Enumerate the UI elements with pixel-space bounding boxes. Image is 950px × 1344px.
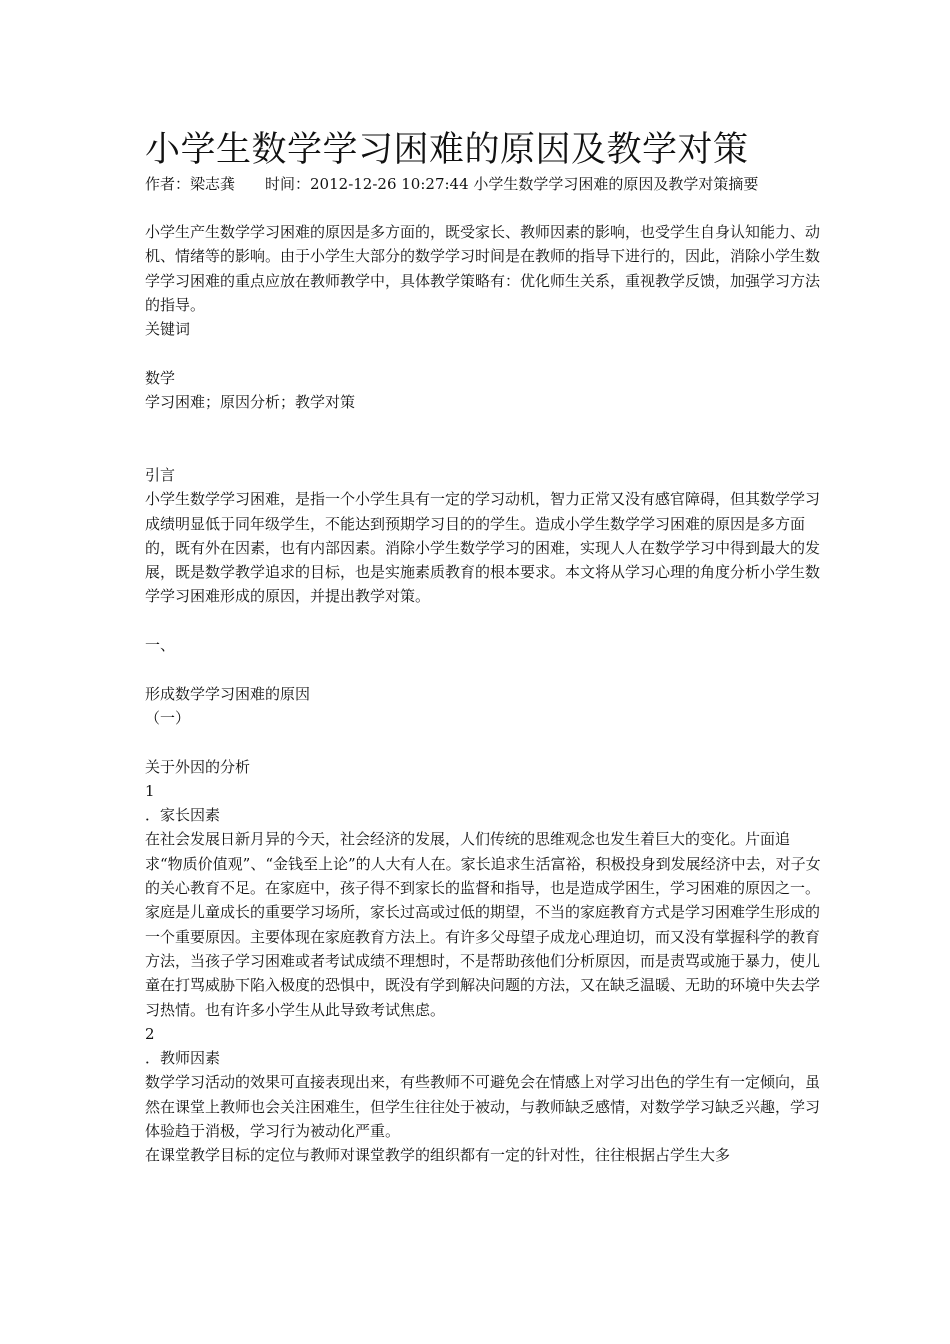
item-1-paragraph-1: 在社会发展日新月异的今天，社会经济的发展，人们传统的思维观念也发生着巨大的变化。片面追求“物质价值观”、“金钱至上论”的人大有人在。家长追求生活富裕，积极投身到发展经济中去，对子女的关心教育不足。在家庭中，孩子得不到家长的监督和指导，也是造成学困生，学习困难的原因之一。 [145, 830, 821, 898]
subsection-1-number: （一） [145, 708, 191, 727]
document-title: 小学生数学学习困难的原因及教学对策 [145, 130, 749, 170]
intro-label: 引言 [145, 465, 176, 484]
section-1-number: 一、 [145, 636, 176, 655]
keyword-2: 学习困难；原因分析；教学对策 [145, 393, 356, 412]
item-1-paragraph-2: 家庭是儿童成长的重要学习场所，家长过高或过低的期望，不当的家庭教育方式是学习困难学生形成的一个重要原因。主要体现在家庭教育方法上。有许多父母望子成龙心理迫切，而又没有掌握科学的教育方法，当孩子学习困难或者考试成绩不理想时，不是帮助孩他们分析原因，而是责骂或施于暴力，使儿童在打骂威胁下陷入极度的恐惧中，既没有学到解决问题的方法，又在缺乏温暖、无助的环境中失去学习热情。也有许多小学生从此导致考试焦虑。 [145, 903, 821, 1019]
section-1-title: 形成数学学习困难的原因 [145, 684, 311, 703]
item-2-paragraph-1: 数学学习活动的效果可直接表现出来，有些教师不可避免会在情感上对学习出色的学生有一定倾向，虽然在课堂上教师也会关注困难生，但学生往往处于被动，与教师缺乏感情，对数学学习缺乏兴趣，学习体验趋于消极，学习行为被动化严重。 [145, 1073, 821, 1140]
author: 作者：梁志龚 [145, 175, 236, 193]
item-1-title: ．家长因素 [145, 806, 221, 825]
intro-paragraph: 小学生数学学习困难，是指一个小学生具有一定的学习动机，智力正常又没有感官障碍，但其数学学习成绩明显低于同年级学生，不能达到预期学习目的的学生。造成小学生数学学习困难的原因是多方面的，既有外在因素，也有内部因素。消除小学生数学学习的困难，实现人人在数学学习中得到最大的发展，既是数学教学追求的目标，也是实施素质教育的根本要求。本文将从学习心理的角度分析小学生数学学习困难形成的原因，并提出教学对策。 [145, 490, 821, 606]
publish-time: 时间：2012-12-26 10:27:44 小学生数学学习困难的原因及教学对策摘要 [265, 175, 759, 193]
document-page [145, 128, 825, 1168]
item-2-number: 2 [145, 1024, 155, 1043]
item-1-number: 1 [145, 781, 155, 800]
item-2-title: ．教师因素 [145, 1049, 221, 1068]
article-meta [145, 174, 825, 194]
subsection-1-title: 关于外因的分析 [145, 757, 251, 776]
item-2-paragraph-2: 在课堂教学目标的定位与教师对课堂教学的组织都有一定的针对性，往往根据占学生大多 [145, 1146, 731, 1165]
keyword-1: 数学 [145, 368, 176, 387]
keywords-label: 关键词 [145, 320, 191, 339]
abstract-paragraph: 小学生产生数学学习困难的原因是多方面的，既受家长、教师因素的影响，也受学生自身认知能力、动机、情绪等的影响。由于小学生大部分的数学学习时间是在教师的指导下进行的，因此，消除小学生数学学习困难的重点应放在教师教学中，具体教学策略有：优化师生关系，重视教学反馈，加强学习方法的指导。 [145, 223, 821, 314]
